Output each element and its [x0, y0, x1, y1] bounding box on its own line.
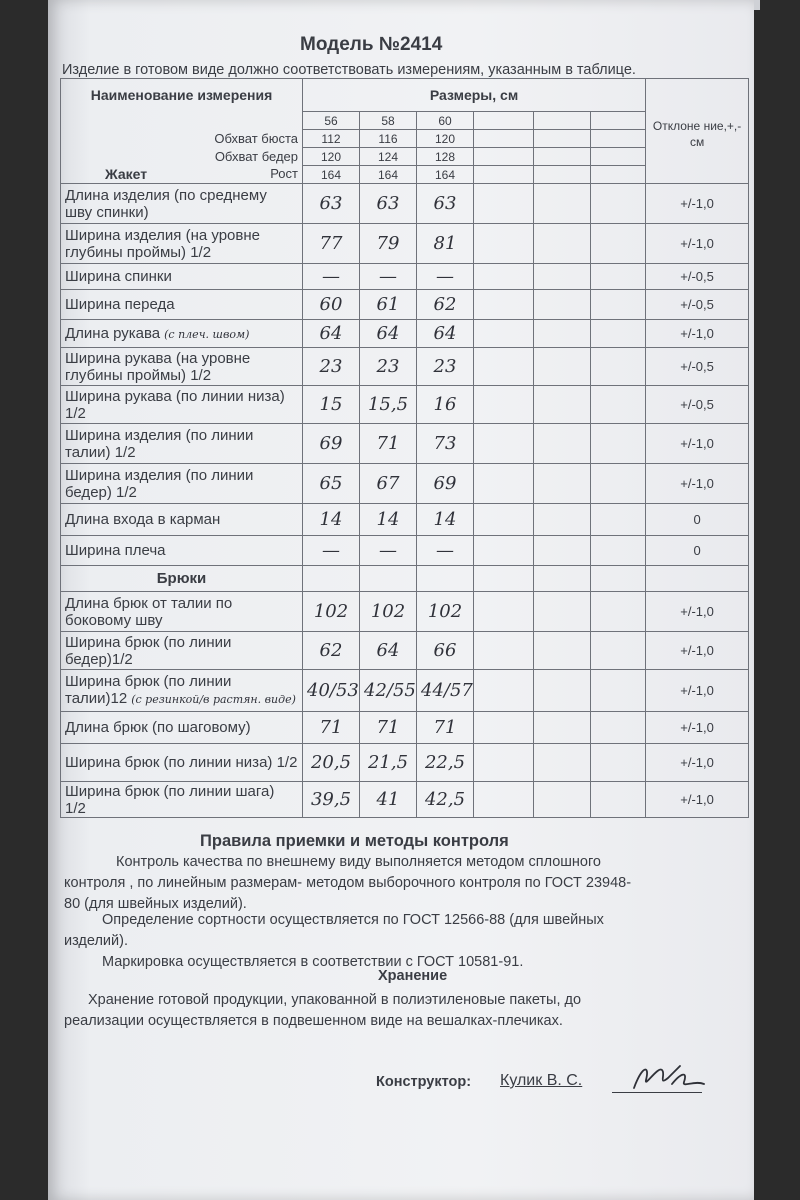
measure-value-cell: 62 [303, 632, 360, 670]
storage-line-1: Хранение готовой продукции, упакованной в полиэтиленовые пакеты, до [88, 992, 582, 1008]
rules-p1-line-1: Контроль качества по внешнему виду выполняется методом сплошного [116, 854, 601, 870]
measure-value-cell: 71 [360, 712, 417, 744]
measure-value-cell: — [303, 536, 360, 566]
empty-value-cell [303, 566, 360, 592]
storage-title: Хранение [378, 968, 448, 984]
empty-value-cell [591, 592, 646, 632]
empty-value-cell [534, 224, 591, 264]
measure-label: Ширина изделия (по линии талии) 1/2 [65, 426, 254, 461]
measure-value-cell: 14 [303, 504, 360, 536]
empty-value-cell [534, 782, 591, 818]
measure-label-cell [61, 504, 303, 536]
rules-p2-line-1: Определение сортности осуществляется по ГОСТ 12566-88 (для швейных [102, 912, 604, 928]
param-value-cell: 112 [303, 130, 360, 148]
measure-value-cell: 44/57 [417, 670, 474, 712]
empty-value-cell [591, 744, 646, 782]
measure-value-cell: 65 [303, 464, 360, 504]
empty-param-cell [534, 148, 591, 166]
measure-value-cell: 63 [360, 184, 417, 224]
measure-label: Длина входа в карман [65, 511, 221, 528]
tolerance-cell: +/-0,5 [646, 290, 749, 320]
empty-value-cell [474, 464, 534, 504]
measure-value-cell: 23 [360, 348, 417, 386]
measure-label: Длина рукава [65, 324, 161, 342]
measure-value-cell: 20,5 [303, 744, 360, 782]
size-header-cell: 56 [303, 112, 360, 130]
measure-label: Ширина рукава (на уровне глубины проймы) 1/2 [65, 349, 251, 384]
measure-value-cell: — [417, 536, 474, 566]
tolerance-header [646, 79, 749, 184]
measure-value-cell: 64 [360, 320, 417, 348]
measure-label: Ширина плеча [65, 542, 166, 559]
empty-value-cell [534, 386, 591, 424]
measure-label: Ширина брюк (по линии талии)12 [65, 673, 232, 707]
param-value-cell: 128 [417, 148, 474, 166]
measure-value-cell: 16 [417, 386, 474, 424]
empty-value-cell [591, 566, 646, 592]
empty-value-cell [474, 536, 534, 566]
tolerance-cell: +/-1,0 [646, 320, 749, 348]
empty-value-cell [474, 184, 534, 224]
measure-value-cell: 81 [417, 224, 474, 264]
measure-value-cell: 69 [417, 464, 474, 504]
empty-value-cell [417, 566, 474, 592]
empty-value-cell [360, 566, 417, 592]
empty-size-cell [534, 112, 591, 130]
tolerance-cell: +/-1,0 [646, 224, 749, 264]
measure-value-cell: 42,5 [417, 782, 474, 818]
empty-param-cell [534, 166, 591, 184]
empty-param-cell [591, 166, 646, 184]
rules-paragraph-3: Маркировка осуществляется в соответствии с ГОСТ 10581-91. [102, 954, 524, 970]
empty-value-cell [534, 464, 591, 504]
storage-line-2: реализации осуществляется в подвешенном виде на вешалках-плечиках. [64, 1013, 563, 1029]
empty-param-cell [474, 130, 534, 148]
size-header-cell: 58 [360, 112, 417, 130]
empty-value-cell [591, 224, 646, 264]
measure-value-cell: 102 [417, 592, 474, 632]
measure-label-cell [61, 184, 303, 224]
param-label-cell [61, 166, 303, 184]
measure-value-cell: 14 [417, 504, 474, 536]
empty-value-cell [474, 566, 534, 592]
empty-value-cell [534, 320, 591, 348]
measure-label-cell [61, 744, 303, 782]
measure-label-cell [61, 712, 303, 744]
measure-value-cell: 71 [303, 712, 360, 744]
measure-label-cell [61, 592, 303, 632]
param-label: Обхват бедер [214, 149, 298, 164]
empty-value-cell [474, 632, 534, 670]
measure-value-cell: 21,5 [360, 744, 417, 782]
tolerance-cell: +/-0,5 [646, 264, 749, 290]
measure-value-cell: 64 [360, 632, 417, 670]
pants-section-label: Брюки [61, 566, 303, 592]
constructor-name: Кулик В. С. [500, 1072, 583, 1089]
empty-value-cell [591, 712, 646, 744]
measure-label-cell [61, 320, 303, 348]
measure-value-cell: 79 [360, 224, 417, 264]
param-label: Рост [270, 166, 298, 182]
empty-value-cell [474, 424, 534, 464]
jacket_rows-row [61, 264, 749, 290]
param-value-cell: 124 [360, 148, 417, 166]
empty-value-cell [474, 386, 534, 424]
tolerance-cell: +/-1,0 [646, 744, 749, 782]
empty-param-cell [591, 130, 646, 148]
tolerance-cell: 0 [646, 536, 749, 566]
measure-value-cell: 40/53 [303, 670, 360, 712]
measure-label: Длина изделия (по среднему шву спинки) [65, 186, 267, 221]
jacket_rows-row [61, 184, 749, 224]
sizes-header: Размеры, см [303, 79, 646, 112]
jacket_rows-row [61, 348, 749, 386]
measure-value-cell: 71 [360, 424, 417, 464]
empty-value-cell [534, 184, 591, 224]
measure-value-cell: 67 [360, 464, 417, 504]
measure-value-cell: — [417, 264, 474, 290]
name-header: Наименование измерения [61, 79, 303, 112]
measure-value-cell: 42/55 [360, 670, 417, 712]
pants_rows-row [61, 782, 749, 818]
measure-value-cell: — [360, 264, 417, 290]
handwritten-note: (с резинкой/в растян. виде) [131, 693, 296, 706]
measure-label: Ширина рукава (по линии низа) 1/2 [65, 387, 285, 422]
measure-value-cell: 61 [360, 290, 417, 320]
param-value-cell: 120 [417, 130, 474, 148]
measure-label-cell [61, 290, 303, 320]
measure-label-cell [61, 424, 303, 464]
empty-value-cell [534, 592, 591, 632]
empty-value-cell [591, 264, 646, 290]
measure-value-cell: 73 [417, 424, 474, 464]
jacket_rows-row [61, 504, 749, 536]
measure-value-cell: — [303, 264, 360, 290]
jacket_rows-row [61, 320, 749, 348]
empty-value-cell [474, 348, 534, 386]
measure-label-cell [61, 670, 303, 712]
measure-value-cell: 71 [417, 712, 474, 744]
pants_rows-row [61, 712, 749, 744]
measure-label: Ширина брюк (по линии низа) 1/2 [65, 754, 298, 771]
pants_rows-row [61, 670, 749, 712]
measure-value-cell: 63 [417, 184, 474, 224]
rules-paragraph-1 [64, 852, 744, 915]
rules-p1-line-3: 80 (для швейных изделий). [64, 896, 247, 912]
measure-label-cell [61, 348, 303, 386]
param-value-cell: 164 [417, 166, 474, 184]
measure-label: Длина брюк от талии по боковому шву [65, 594, 233, 629]
blank-cell [61, 112, 303, 130]
tolerance-cell: +/-1,0 [646, 184, 749, 224]
jacket_rows-row [61, 536, 749, 566]
param-value-cell: 120 [303, 148, 360, 166]
tolerance-cell: +/-1,0 [646, 712, 749, 744]
pants_rows-row [61, 592, 749, 632]
measure-value-cell: 77 [303, 224, 360, 264]
jacket-section-label: Жакет [105, 166, 148, 183]
param-label-cell [61, 130, 303, 148]
storage-paragraph [64, 990, 744, 1032]
empty-value-cell [474, 264, 534, 290]
jacket_rows-row [61, 424, 749, 464]
empty-value-cell [534, 744, 591, 782]
empty-value-cell [534, 264, 591, 290]
empty-value-cell [534, 632, 591, 670]
measure-value-cell: 102 [303, 592, 360, 632]
param-value-cell: 164 [360, 166, 417, 184]
empty-value-cell [534, 712, 591, 744]
measure-label: Длина брюк (по шаговому) [65, 719, 251, 736]
measurements-table [60, 78, 749, 818]
measure-value-cell: 69 [303, 424, 360, 464]
empty-value-cell [534, 566, 591, 592]
measure-value-cell: 15 [303, 386, 360, 424]
measure-label-cell [61, 264, 303, 290]
measure-value-cell: 62 [417, 290, 474, 320]
tolerance-cell: +/-0,5 [646, 386, 749, 424]
measure-value-cell: 102 [360, 592, 417, 632]
jacket_rows-row [61, 386, 749, 424]
empty-size-cell [591, 112, 646, 130]
jacket_rows-row [61, 290, 749, 320]
empty-value-cell [591, 536, 646, 566]
empty-value-cell [534, 670, 591, 712]
tolerance-cell: +/-1,0 [646, 632, 749, 670]
measure-label-cell [61, 782, 303, 818]
empty-value-cell [474, 670, 534, 712]
measure-value-cell: 64 [417, 320, 474, 348]
measure-label: Ширина брюк (по линии шага) 1/2 [65, 782, 275, 817]
param-value-cell: 116 [360, 130, 417, 148]
empty-value-cell [591, 320, 646, 348]
measure-value-cell: 60 [303, 290, 360, 320]
empty-param-cell [591, 148, 646, 166]
measure-value-cell: 63 [303, 184, 360, 224]
empty-value-cell [474, 592, 534, 632]
empty-param-cell [474, 166, 534, 184]
measure-label-cell [61, 224, 303, 264]
measure-value-cell: 23 [417, 348, 474, 386]
empty-value-cell [591, 184, 646, 224]
tolerance-cell: +/-1,0 [646, 670, 749, 712]
measure-value-cell: 41 [360, 782, 417, 818]
jacket_rows-row [61, 464, 749, 504]
param-label: Обхват бюста [214, 131, 298, 146]
size-header-cell: 60 [417, 112, 474, 130]
measure-value-cell: — [360, 536, 417, 566]
param-label-cell [61, 148, 303, 166]
empty-value-cell [591, 348, 646, 386]
measure-label: Ширина спинки [65, 268, 172, 285]
tolerance-cell: +/-0,5 [646, 348, 749, 386]
jacket_rows-row [61, 224, 749, 264]
rules-p1-line-2: контроля , по линейным размерам- методом выборочного контроля по ГОСТ 23948- [64, 875, 632, 891]
param-value-cell: 164 [303, 166, 360, 184]
empty-value-cell [534, 348, 591, 386]
empty-value-cell [474, 744, 534, 782]
measure-label-cell [61, 632, 303, 670]
empty-value-cell [534, 424, 591, 464]
empty-value-cell [474, 782, 534, 818]
rules-title: Правила приемки и методы контроля [200, 832, 509, 850]
empty-value-cell [534, 536, 591, 566]
measure-value-cell: 22,5 [417, 744, 474, 782]
empty-param-cell [534, 130, 591, 148]
measure-label-cell [61, 536, 303, 566]
pants_rows-row [61, 632, 749, 670]
measure-label: Ширина переда [65, 296, 175, 313]
tolerance-cell: +/-1,0 [646, 592, 749, 632]
handwritten-note: (с плеч. швом) [164, 327, 250, 341]
signature-icon [628, 1060, 708, 1094]
empty-value-cell [534, 290, 591, 320]
empty-value-cell [534, 504, 591, 536]
empty-value-cell [591, 670, 646, 712]
empty-size-cell [474, 112, 534, 130]
empty-tolerance-cell [646, 566, 749, 592]
empty-value-cell [591, 290, 646, 320]
rules-paragraph-2 [64, 910, 744, 952]
empty-value-cell [591, 504, 646, 536]
document-title: Модель №2414 [300, 34, 443, 55]
measure-value-cell: 66 [417, 632, 474, 670]
measure-value-cell: 23 [303, 348, 360, 386]
empty-param-cell [474, 148, 534, 166]
tolerance-cell: +/-1,0 [646, 424, 749, 464]
measure-label-cell [61, 386, 303, 424]
empty-value-cell [474, 320, 534, 348]
measure-label: Ширина изделия (по линии бедер) 1/2 [65, 466, 254, 501]
empty-value-cell [591, 782, 646, 818]
constructor-label: Конструктор: [376, 1074, 472, 1090]
empty-value-cell [591, 386, 646, 424]
tolerance-cell: +/-1,0 [646, 464, 749, 504]
empty-value-cell [591, 464, 646, 504]
tolerance-cell: +/-1,0 [646, 782, 749, 818]
empty-value-cell [474, 504, 534, 536]
pants_rows-row [61, 744, 749, 782]
measure-label: Ширина изделия (на уровне глубины проймы) 1/2 [65, 226, 260, 261]
tolerance-header-text: Отклоне ние,+,- см [652, 119, 742, 149]
empty-value-cell [591, 424, 646, 464]
measure-value-cell: 14 [360, 504, 417, 536]
empty-value-cell [474, 290, 534, 320]
tolerance-cell: 0 [646, 504, 749, 536]
measure-value-cell: 15,5 [360, 386, 417, 424]
empty-value-cell [474, 224, 534, 264]
document-subtitle: Изделие в готовом виде должно соответствовать измерениям, указанным в таблице. [62, 62, 636, 78]
measure-label: Ширина брюк (по линии бедер)1/2 [65, 633, 232, 668]
empty-value-cell [474, 712, 534, 744]
measure-value-cell: 39,5 [303, 782, 360, 818]
measure-value-cell: 64 [303, 320, 360, 348]
measure-label-cell [61, 464, 303, 504]
empty-value-cell [591, 632, 646, 670]
rules-p2-line-2: изделий). [64, 933, 128, 949]
